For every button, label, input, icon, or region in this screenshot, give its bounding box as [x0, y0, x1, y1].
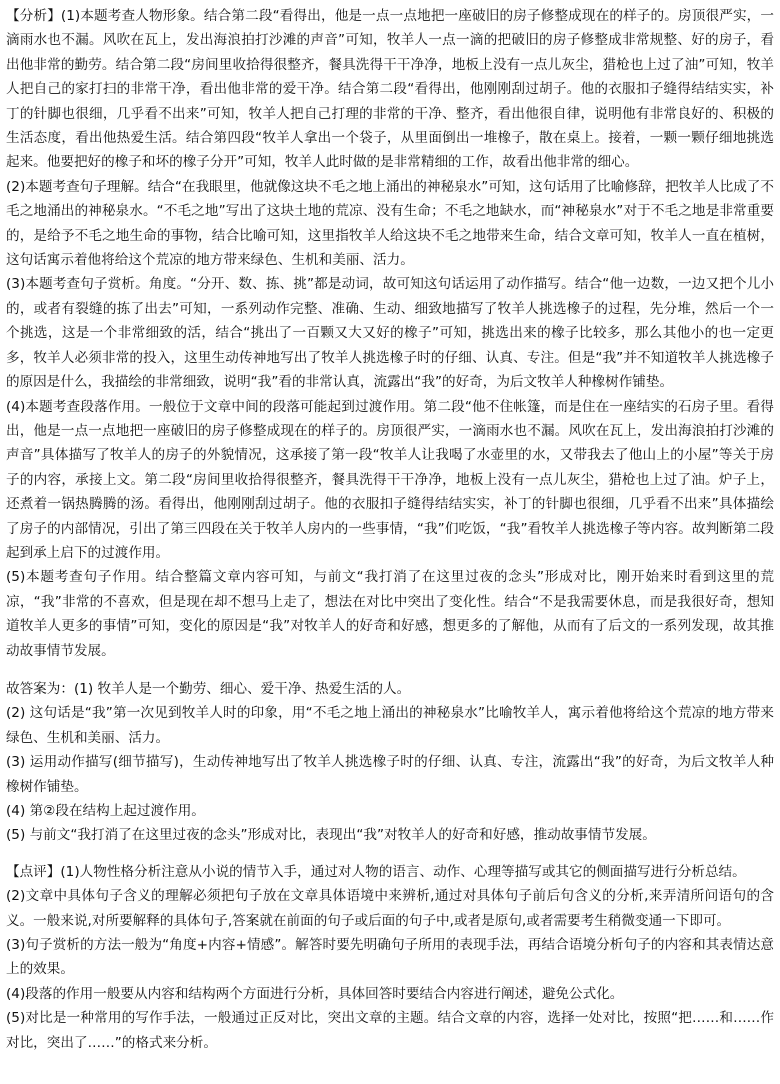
comment-paragraph-4: (4)段落的作用一般要从内容和结构两个方面进行分析，具体回答时要结合内容进行阐述，避免公式化。 [6, 985, 624, 1002]
comment-paragraph-1: 【点评】(1)人物性格分析注意从小说的情节入手，通过对人物的语言、动作、心理等描写或其它的侧面描写进行分析总结。 [6, 863, 746, 880]
comment-paragraph-3: (3)句子赏析的方法一般为“角度+内容+情感”。解答时要先明确句子所用的表现手法，再结合语境分析句子的内容和其表情达意上的效果。 [6, 937, 774, 978]
answers-section [6, 677, 774, 848]
comment-paragraph-2: (2)文章中具体句子含义的理解必须把句子放在文章具体语境中来辨析,通过对具体句子前后句含义的分析,来弄清所问语句的含义。一般来说,对所要解释的具体句子,答案就在前面的句子或后面的句子中,或者是原句,或者需要考生稍微变通一下即可。 [6, 888, 774, 929]
analysis-section [6, 4, 774, 663]
analysis-paragraph-1: 【分析】(1)本题考查人物形象。结合第二段“看得出，他是一点一点地把一座破旧的房子修整成现在的样子的。房顶很严实，一滴雨水也不漏。风吹在瓦上，发出海浪拍打沙滩的声音”可知，牧羊人一点一滴的把破旧的房子修整成非常规整、好的房子，看出他非常的勤劳。结合第二段“房间里收拾得很整齐，餐具洗得干干净净，地板上没有一点儿灰尘，猎枪也上过了油”可知，牧羊人把自己的家打扫的非常干净，看出他非常的爱干净。结合第二段“看得出，他刚刚刮过胡子。他的衣服扣子缝得结结实实，补丁的针脚也很细，几乎看不出来”可知，牧羊人把自己打理的非常的干净、整齐，看出他很自律，说明他有非常良好的、积极的生活态度，看出他热爱生活。结合第四段“牧羊人拿出一个袋子，从里面倒出一堆橡子，散在桌上。接着，一颗一颗仔细地挑选起来。他要把好的橡子和坏的橡子分开”可知，牧羊人此时做的是非常精细的工作，故看出他非常的细心。 [6, 8, 774, 171]
analysis-paragraph-3: (3)本题考查句子赏析。角度。“分开、数、拣、挑”都是动词，故可知这句话运用了动作描写。结合“他一边数，一边又把个儿小的，或者有裂缝的拣了出去”可知，一系列动作完整、准确、生动、细致地描写了牧羊人挑选橡子的过程，先分堆，然后一个一个挑选，这是一个非常细致的活，结合“挑出了一百颗又大又好的橡子”可知，挑选出来的橡子比较多，那么其他小的也一定更多，牧羊人必须非常的投入，这里生动传神地写出了牧羊人挑选橡子时的仔细、认真、专注。但是“我”并不知道牧羊人挑选橡子的原因是什么，我描绘的非常细致，说明“我”看的非常认真，流露出“我”的好奇，为后文牧羊人种橡树作铺垫。 [6, 276, 774, 391]
comment-section [6, 860, 774, 1055]
comment-paragraph-5: (5)对比是一种常用的写作手法，一般通过正反对比，突出文章的主题。结合文章的内容，选择一处对比，按照“把……和……作对比，突出了……”的格式来分析。 [6, 1010, 774, 1051]
answer-line-3: (3) 运用动作描写(细节描写)，生动传神地写出了牧羊人挑选橡子时的仔细、认真、专注，流露出“我”的好奇，为后文牧羊人种橡树作铺垫。 [6, 754, 774, 795]
analysis-paragraph-5: (5)本题考查句子作用。结合整篇文章内容可知，与前文“我打消了在这里过夜的念头”形成对比，刚开始来时看到这里的荒凉，“我”非常的不喜欢，但是现在却不想马上走了，想法在对比中突出了变化性。结合“不是我需要休息，而是我很好奇，想知道牧羊人更多的事情”可知，变化的原因是“我”对牧羊人的好奇和好感，想更多的了解他，从而有了后文的一系列发现，故其推动故事情节发展。 [6, 569, 774, 659]
section-spacer [6, 663, 774, 677]
section-spacer [6, 848, 774, 860]
answer-line-4: (4) 第②段在结构上起过渡作用。 [6, 803, 205, 819]
analysis-paragraph-4: (4)本题考查段落作用。一般位于文章中间的段落可能起到过渡作用。第二段“他不住帐篷，而是住在一座结实的石房子里。看得出，他是一点一点地把一座破旧的房子修整成现在的样子的。房顶很严实，一滴雨水也不漏。风吹在瓦上，发出海浪拍打沙滩的声音”具体描写了牧羊人的房子的外貌情况，这承接了第一段“牧羊人让我喝了水壶里的水，又带我去了他山上的小屋”等关于房子的内容，承接上文。第二段“房间里收拾得很整齐，餐具洗得干干净净，地板上没有一点儿灰尘，猎枪也上过了油。炉子上，还煮着一锅热腾腾的汤。看得出，他刚刚刮过胡子。他的衣服扣子缝得结结实实，补丁的针脚也很细，几乎看不出来”具体描绘了房子的内部情况，引出了第三四段在关于牧羊人房内的一些事情，“我”们吃饭，“我”看牧羊人挑选橡子等内容。故判断第二段起到承上启下的过渡作用。 [6, 398, 774, 561]
answer-line-2: (2) 这句话是“我”第一次见到牧羊人时的印象，用“不毛之地上涌出的神秘泉水”比喻牧羊人，寓示着他将给这个荒凉的地方带来绿色、生机和美丽、活力。 [6, 705, 774, 746]
answer-line-5: (5) 与前文“我打消了在这里过夜的念头”形成对比，表现出“我”对牧羊人的好奇和好感，推动故事情节发展。 [6, 827, 656, 844]
analysis-paragraph-2: (2)本题考查句子理解。结合“在我眼里，他就像这块不毛之地上涌出的神秘泉水”可知，这句话用了比喻修辞，把牧羊人比成了不毛之地涌出的神秘泉水。“不毛之地”写出了这块土地的荒凉、没有生命；不毛之地缺水，而“神秘泉水”对于不毛之地是非常重要的，是给予不毛之地生命的事物，结合比喻可知，这里指牧羊人给这块不毛之地带来生命，结合文章可知，牧羊人一直在植树，这句话寓示着他将给这个荒凉的地方带来绿色、生机和美丽、活力。 [6, 178, 774, 269]
answer-line-1: 故答案为：(1) 牧羊人是一个勤劳、细心、爱干净、热爱生活的人。 [6, 680, 411, 697]
